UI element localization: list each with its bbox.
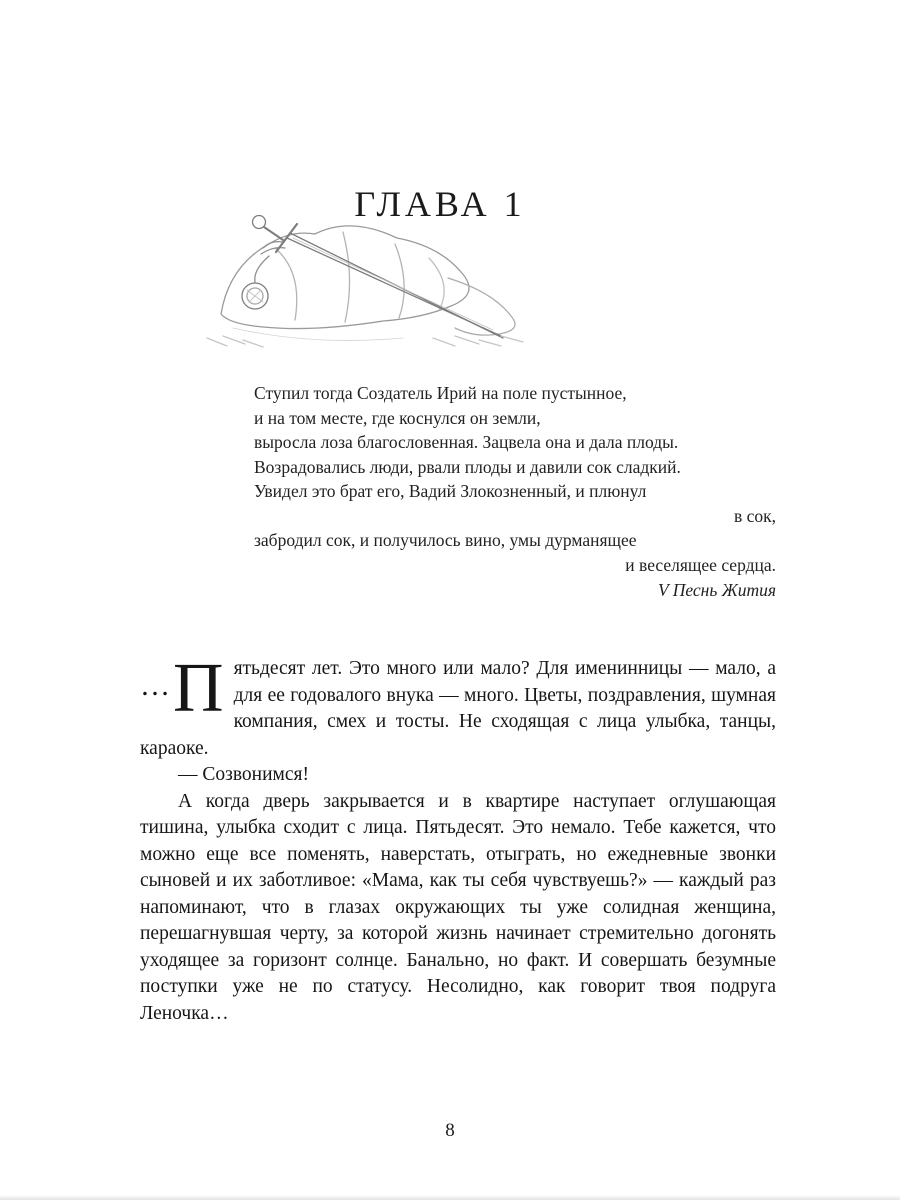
page-number: 8 <box>445 1120 455 1141</box>
paragraph-text: ятьдесят лет. Это много или мало? Для именинницы — мало, а для ее годовалого внука — много. Цветы, поздравления, шумная компания, смех и тосты. Не сходящая с лица улыбка, танцы, караоке. <box>140 658 776 759</box>
epigraph-attribution: V Песнь Жития <box>657 580 776 600</box>
paragraph: А когда дверь закрывается и в квартире наступает оглушающая тишина, улыбка сходит с лица. Пятьдесят. Это немало. Тебе кажется, что можно еще все поменять, наверстать, отыграть, но ежедневные звонки сыновей и их заботливое: «Мама, как ты себя чувствуешь?» — каждый раз напоминают, что в глазах окружающих ты уже солидная женщина, перешагнувшая черту, за которой жизнь начинает стремительно догонять уходящее за горизонт солнце. Банально, но факт. И совершать безумные поступки уже не по статусу. Несолидно, как говорит твоя подруга Леночка… <box>140 790 776 1024</box>
page-bottom-edge <box>0 1195 900 1200</box>
epigraph-line: Увидел это брат его, Вадий Злокозненный, и плюнул <box>254 481 647 501</box>
epigraph-line: Ступил тогда Создатель Ирий на поле пустынное, <box>254 383 627 403</box>
epigraph-line: Возрадовались люди, рвали плоды и давили сок сладкий. <box>254 456 681 477</box>
epigraph <box>254 381 776 603</box>
paragraph: — Созвонимся! <box>178 764 309 785</box>
epigraph-line: в сок, <box>733 505 776 526</box>
dropcap-letter: П <box>173 650 224 727</box>
epigraph-line: забродил сок, и получилось вино, умы дурманящее <box>254 530 637 550</box>
paragraph-with-dropcap <box>140 650 776 762</box>
epigraph-line: выросла лоза благословенная. Зацвела она и дала плоды. <box>254 432 679 452</box>
dropcap-ellipsis: … <box>140 668 171 702</box>
chapter-heading: ГЛАВА 1 <box>354 184 526 224</box>
sword-medallion-illustration <box>193 188 538 360</box>
dropcap <box>140 650 224 727</box>
chapter-body <box>140 650 776 1027</box>
epigraph-line: и на том месте, где коснулся он земли, <box>254 407 541 428</box>
epigraph-line: и веселящее сердца. <box>625 554 776 575</box>
